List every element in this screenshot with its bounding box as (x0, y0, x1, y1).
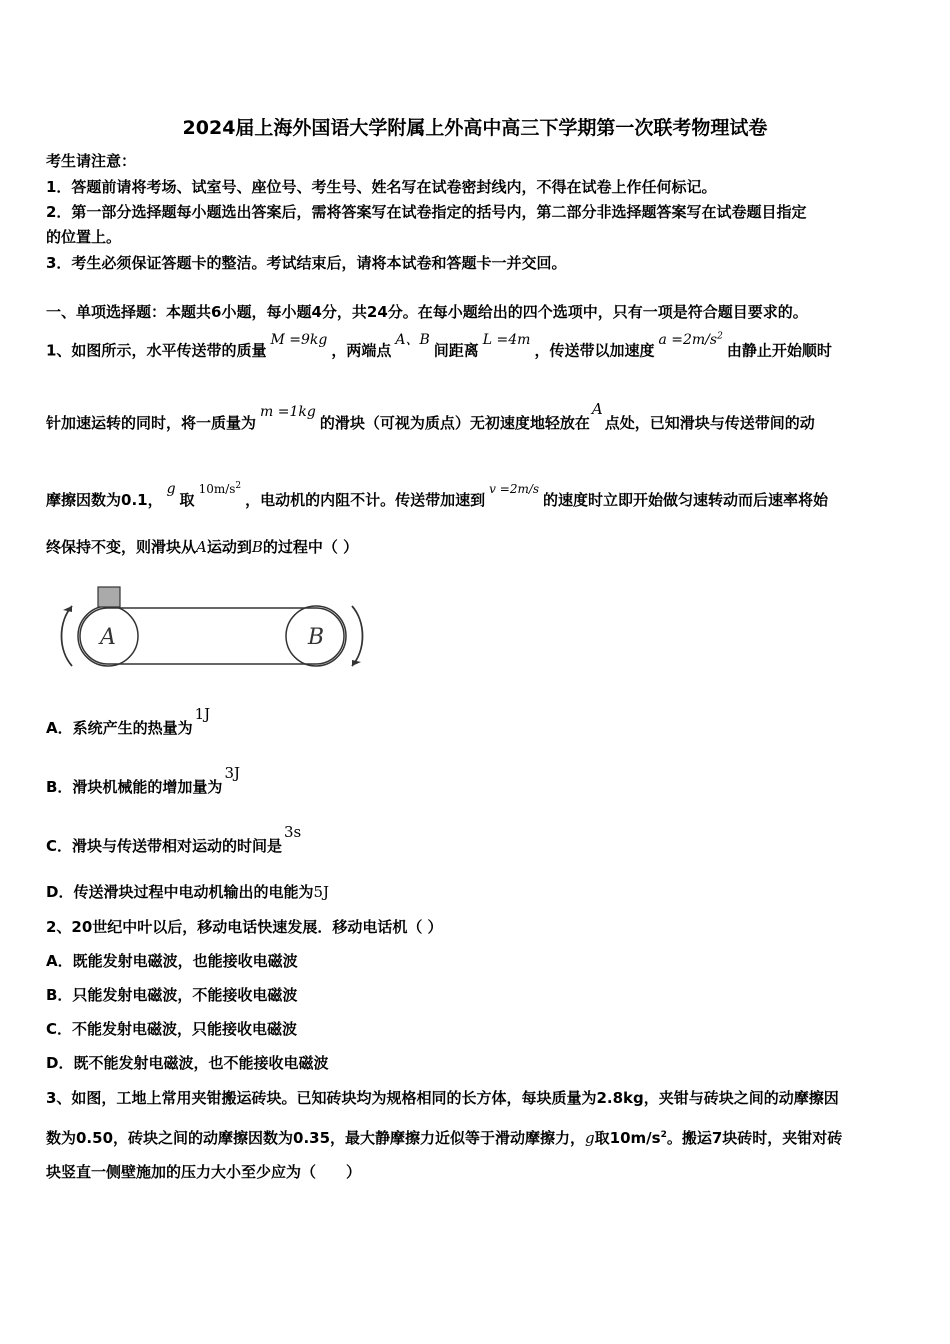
notice-item-2b: 的位置上。 (46, 228, 122, 246)
q1-velocity: v =2m/s (489, 482, 540, 496)
q3-line-3: 块竖直一侧壁施加的压力大小至少应为（ ） (46, 1163, 362, 1181)
pulley-a-label: A (100, 625, 116, 650)
q2-option-b: B．只能发射电磁波，不能接收电磁波 (46, 986, 298, 1004)
q1-line-2: 针加速运转的同时，将一质量为m =1kg的滑块（可视为质点）无初速度地轻放在A点处，已知滑块与传送带间的动 (46, 400, 815, 432)
q2-option-c: C．不能发射电磁波，只能接收电磁波 (46, 1020, 298, 1038)
q1-option-d: D．传送滑块过程中电动机输出的电能为5J (46, 883, 330, 901)
q3-line-1: 3、如图，工地上常用夹钳搬运砖块。已知砖块均为规格相同的长方体，每块质量为2.8kg，夹钳与砖块之间的动摩擦因 (46, 1089, 839, 1107)
q1-option-c: C．滑块与传送带相对运动的时间是3s (46, 823, 302, 855)
q1-mass-belt: M =9kg (270, 331, 328, 348)
q1-option-a: A．系统产生的热量为1J (46, 705, 211, 737)
q1-g-value: 10m/s2 (198, 481, 242, 496)
notice-item-1: 1．答题前请将考场、试室号、座位号、考生号、姓名写在试卷密封线内，不得在试卷上作任何标记。 (46, 178, 717, 196)
rotation-arrow-left (62, 606, 73, 666)
rotation-arrow-right (352, 606, 363, 666)
q2-option-d: D．既不能发射电磁波，也不能接收电磁波 (46, 1054, 329, 1072)
pulley-b-label: B (307, 625, 325, 650)
notice-heading: 考生请注意： (46, 152, 137, 170)
q1-mass-block: m =1kg (260, 404, 316, 420)
q1-line-4: 终保持不变，则滑块从A运动到B的过程中（ ） (46, 538, 359, 556)
q1-accel: $a =2m/s^2$ (658, 331, 723, 348)
q3-line-2: 数为0.50，砖块之间的动摩擦因数为0.35，最大静摩擦力近似等于滑动摩擦力，g取$10m/s^2$。搬运7块砖时，夹钳对砖 (46, 1129, 843, 1147)
q2-option-a: A．既能发射电磁波，也能接收电磁波 (46, 952, 298, 970)
q2-stem: 2、20世纪中叶以后，移动电话快速发展．移动电话机（ ） (46, 918, 443, 936)
page-title: 2024届上海外国语大学附属上外高中高三下学期第一次联考物理试卷 (182, 117, 768, 139)
q1-points: A、B (395, 331, 430, 348)
section-heading: 一、单项选择题：本题共6小题，每小题4分，共24分。在每小题给出的四个选项中，只有一项是符合题目要求的。 (46, 303, 808, 321)
slider-block (98, 587, 120, 607)
conveyor-belt-figure (50, 580, 380, 675)
notice-item-3: 3．考生必须保证答题卡的整洁。考试结束后，请将本试卷和答题卡一并交回。 (46, 254, 567, 272)
q1-g: g (166, 481, 176, 497)
q1-line-3: 摩擦因数为0.1，g取$^{10m/s^2}$，电动机的内阻不计。传送带加速到$^{v =2m/s}$的速度时立即开始做匀速转动而后速率将始 (46, 481, 829, 509)
q1-length: L =4m (482, 331, 531, 348)
q1-option-b: B．滑块机械能的增加量为3J (46, 764, 240, 796)
q1-line-1: 1、如图所示，水平传送带的质量M =9kg，两端点A、B间距离L =4m，传送带以加速度$a =2m/s^2$由静止开始顺时 (46, 331, 832, 360)
q1-point-a: A (591, 400, 603, 418)
notice-item-2a: 2．第一部分选择题每小题选出答案后，需将答案写在试卷指定的括号内，第二部分非选择题答案写在试卷题目指定 (46, 203, 807, 221)
